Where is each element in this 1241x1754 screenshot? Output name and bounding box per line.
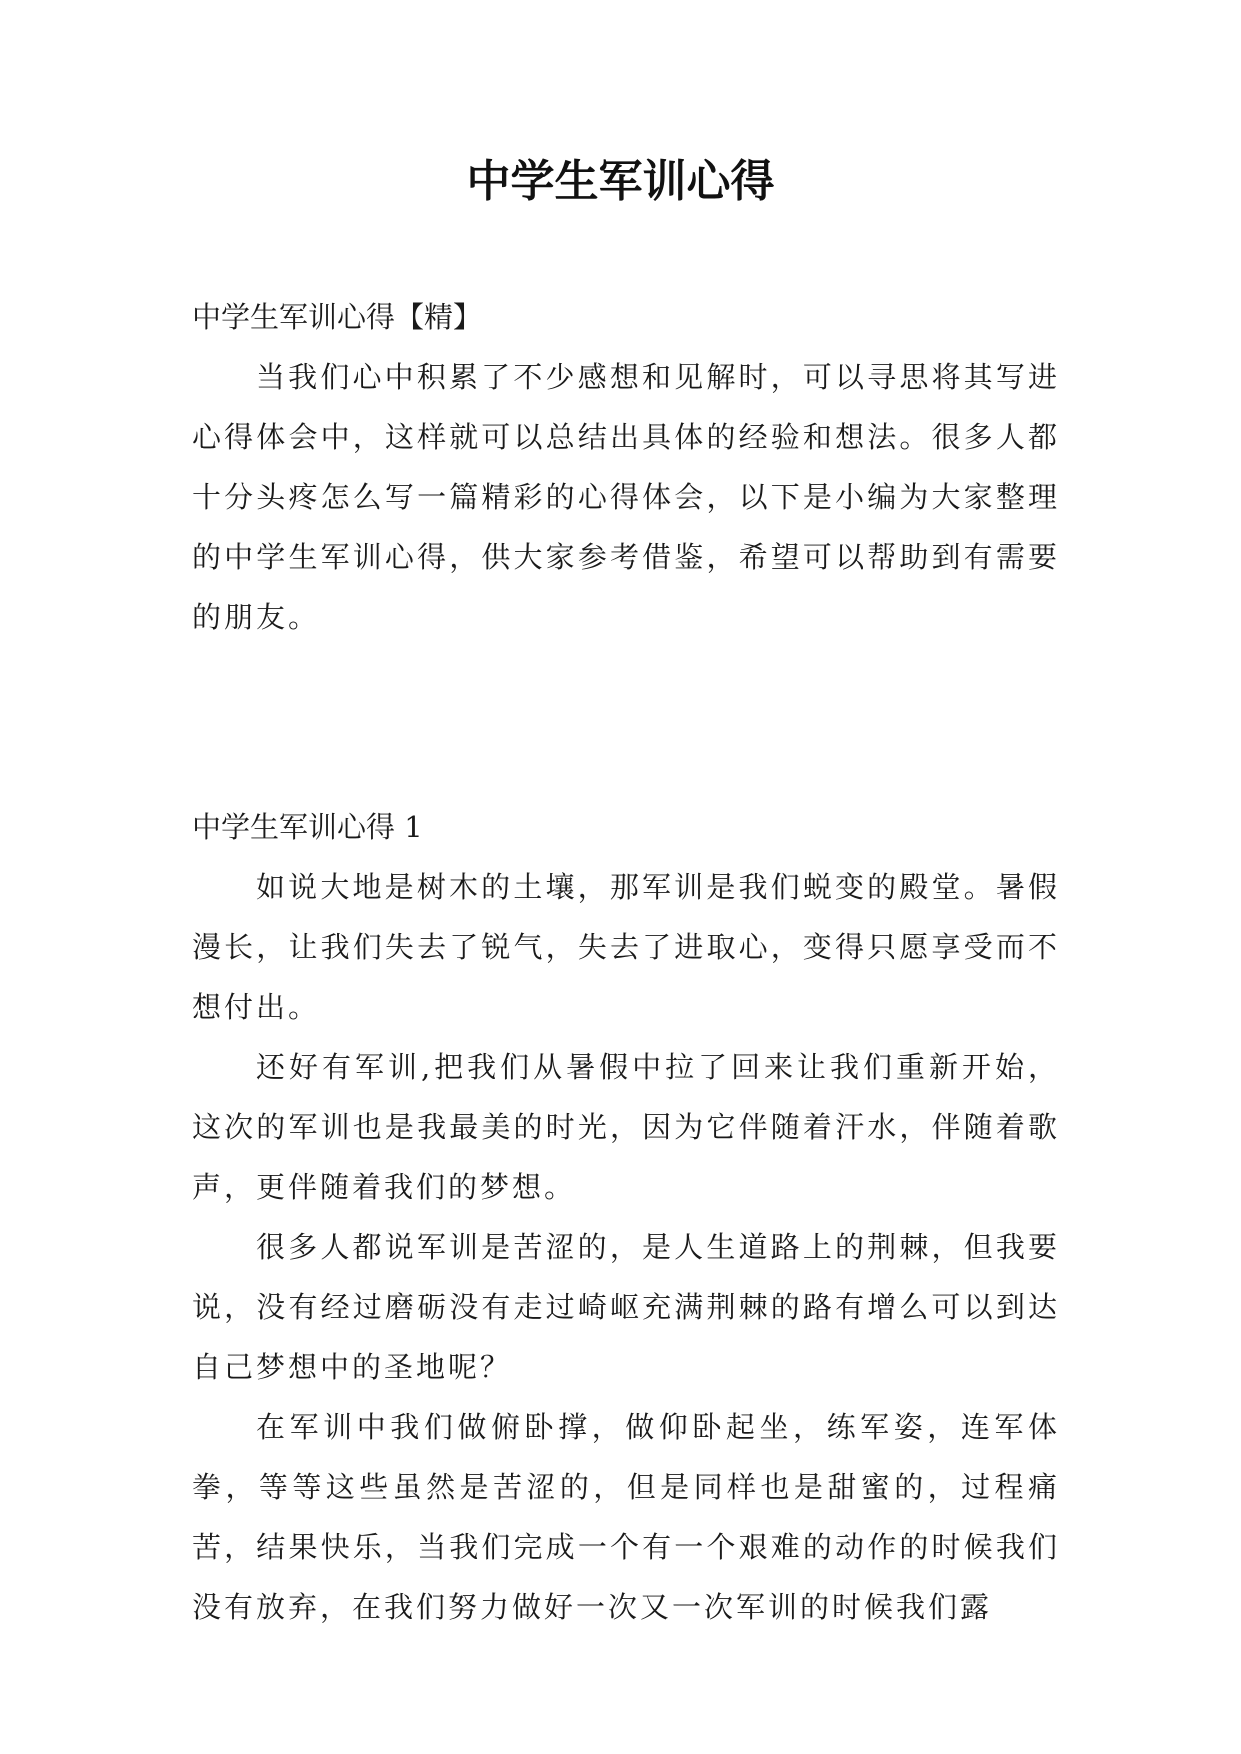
intro-heading: 中学生军训心得【精】 xyxy=(192,300,483,334)
section-1-heading: 中学生军训心得 1 xyxy=(192,810,423,844)
section-spacer xyxy=(192,647,1060,797)
section-1-paragraph-1: 如说大地是树木的土壤，那军训是我们蜕变的殿堂。暑假漫长，让我们失去了锐气，失去了进取心，变得只愿享受而不想付出。 xyxy=(192,870,1060,1024)
document-body xyxy=(192,287,1060,1637)
section-1-paragraph-4: 在军训中我们做俯卧撑，做仰卧起坐，练军姿，连军体拳，等等这些虽然是苦涩的，但是同样也是甜蜜的，过程痛苦，结果快乐，当我们完成一个有一个艰难的动作的时候我们没有放弃，在我们努力做好一次又一次军训的时候我们露 xyxy=(192,1410,1060,1624)
document-title: 中学生军训心得 xyxy=(466,156,775,207)
intro-paragraph: 当我们心中积累了不少感想和见解时，可以寻思将其写进心得体会中，这样就可以总结出具体的经验和想法。很多人都十分头疼怎么写一篇精彩的心得体会，以下是小编为大家整理的中学生军训心得，供大家参考借鉴，希望可以帮助到有需要的朋友。 xyxy=(192,360,1060,634)
section-1-paragraph-2: 还好有军训,把我们从暑假中拉了回来让我们重新开始，这次的军训也是我最美的时光，因为它伴随着汗水，伴随着歌声，更伴随着我们的梦想。 xyxy=(192,1050,1060,1204)
section-1-paragraph-3: 很多人都说军训是苦涩的，是人生道路上的荆棘，但我要说，没有经过磨砺没有走过崎岖充满荆棘的路有增么可以到达自己梦想中的圣地呢？ xyxy=(192,1230,1060,1384)
